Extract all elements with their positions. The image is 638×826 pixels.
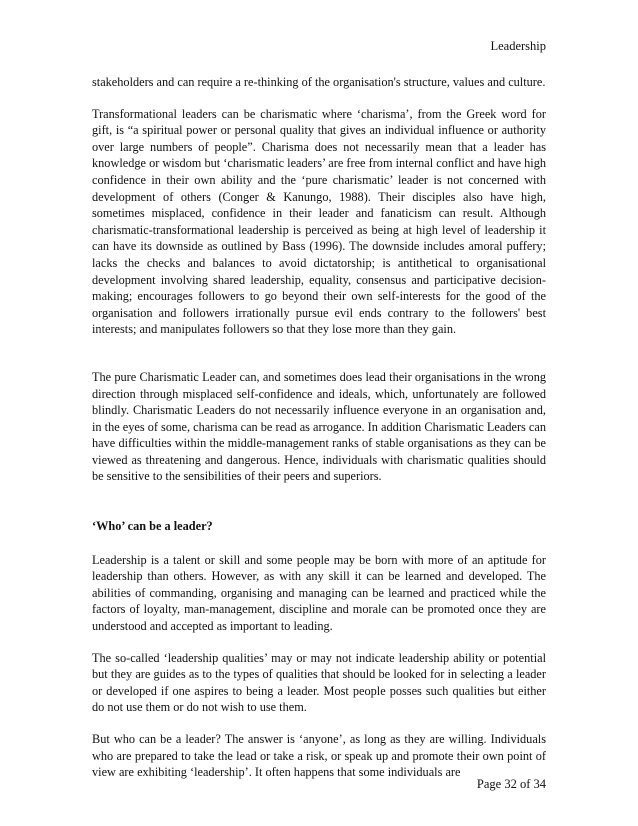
paragraph-leadership-talent: Leadership is a talent or skill and some people may be born with more of an aptitude for leadership than others. However, as with any skill it can be learned and developed. The abilities of commanding, organising and managing can be learned and practiced while the factors of loyalty, man-management, discipline and morale can be promoted once they are understood and accepted as important to leading.	[92, 552, 546, 634]
paragraph-stakeholders: stakeholders and can require a re-thinking of the organisation's structure, values and culture.	[92, 75, 546, 89]
body-text	[92, 74, 546, 781]
page-number: Page 32 of 34	[476, 777, 546, 791]
paragraph-who-can-lead: But who can be a leader? The answer is ‘anyone’, as long as they are willing. Individuals who are prepared to take the lead or take a risk, or speak up and promote their own point of view are exhibiting ‘leadership’. It often happens that some individuals are	[92, 732, 546, 780]
paragraph-transformational-leaders: Transformational leaders can be charismatic where ‘charisma’, from the Greek word for gift, is “a spiritual power or personal quality that gives an individual influence or authority over large numbers of people”. Charisma does not necessarily mean that a leader has knowledge or wisdom but ‘charismatic leaders’ are free from internal conflict and have high confidence in their own ability and the ‘pure charismatic’ leader is not concerned with development of others (Conger & Kanungo, 1988). Their disciples also have high, sometimes misplaced, confidence in their leader and fanaticism can result. Although charismatic-transformational leadership is perceived as being at high level of leadership it can have its downside as outlined by Bass (1996). The downside includes amoral puffery; lacks the checks and balances to avoid dictatorship; is antithetical to organisational development involving shared leadership, equality, consensus and participative decision-making; encourages followers to go beyond their own self-interests for the good of the organisation and followers irrationally pursue evil ends contrary to the followers' best interests; and manipulates followers so that they lose more than they gain.	[92, 106, 546, 337]
paragraph-leadership-qualities: The so-called ‘leadership qualities’ may or may not indicate leadership ability or potential but they are guides as to the types of qualities that should be looked for in selecting a leader or developed if one aspires to being a leader. Most people posses such qualities but either do not use them or do not wish to use them.	[92, 650, 546, 715]
paragraph-pure-charismatic-leader: The pure Charismatic Leader can, and sometimes does lead their organisations in the wrong direction through misplaced self-confidence and ideals, which, unfortunately are followed blindly. Charismatic Leaders do not necessarily influence everyone in an organisation and, in the eyes of some, charisma can be read as arrogance. In addition Charismatic Leaders can have difficulties within the middle-management ranks of stable organisations as they can be viewed as threatening and dangerous. Hence, individuals with charismatic qualities should be sensitive to the sensibilities of their peers and superiors.	[92, 369, 546, 484]
running-header: Leadership	[490, 39, 546, 53]
section-heading: ‘Who’ can be a leader?	[92, 519, 213, 534]
